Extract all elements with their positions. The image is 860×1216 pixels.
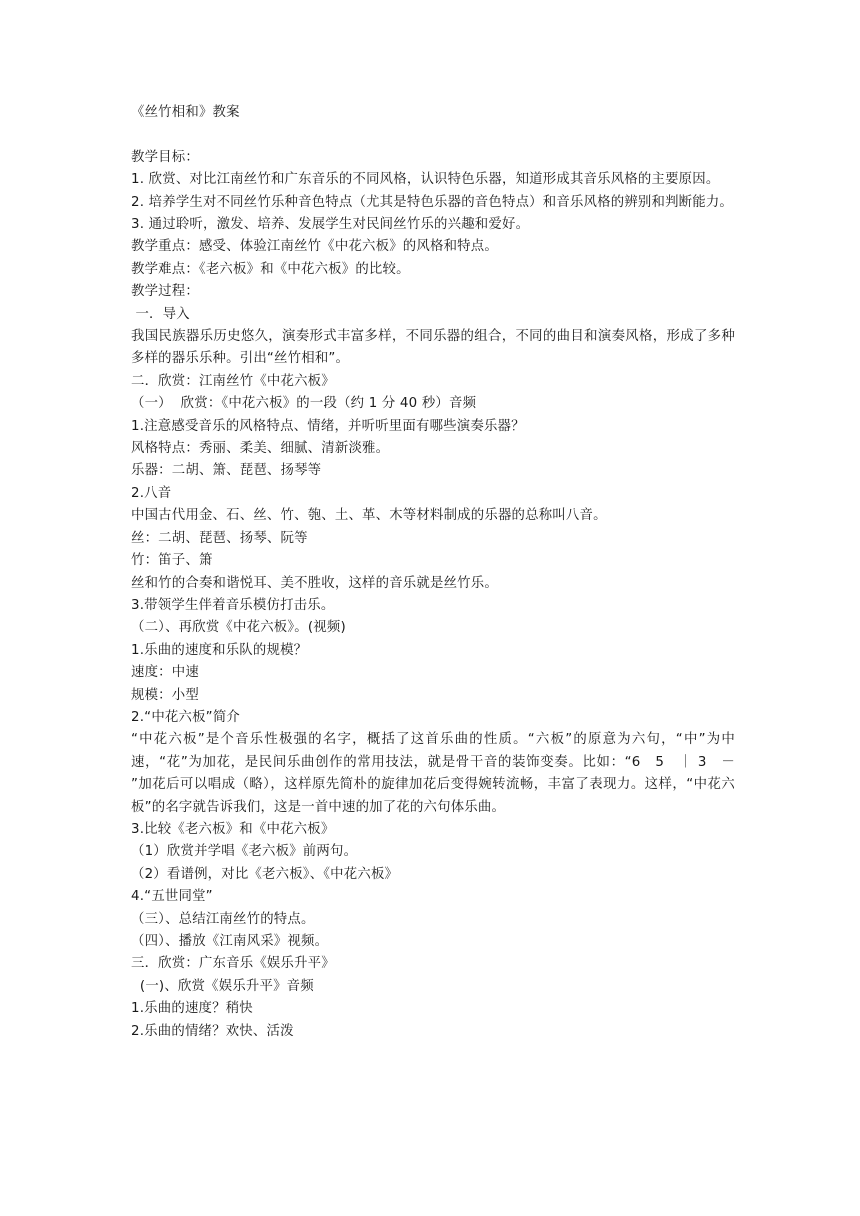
list-item: 1.注意感受音乐的风格特点、情绪，并听听里面有哪些演奏乐器？: [131, 418, 525, 434]
section-intro-heading: 一．导入: [131, 306, 190, 322]
heading-objectives: 教学目标：: [131, 149, 199, 165]
list-item: 规模：小型: [131, 687, 199, 703]
list-item: （1）欣赏并学唱《老六板》前两句。: [131, 844, 358, 860]
document-title: 《丝竹相和》教案: [131, 105, 240, 120]
list-item: 3.带领学生伴着音乐模仿打击乐。: [131, 597, 335, 613]
list-item: 风格特点：秀丽、柔美、细腻、清新淡雅。: [131, 441, 390, 457]
list-item: 丝和竹的合奏和谐悦耳、美不胜收，这样的音乐就是丝竹乐。: [131, 575, 498, 591]
subsection-four: （四）、播放《江南风采》视频。: [131, 934, 329, 950]
section-three-heading: 三．欣赏：广东音乐《娱乐升平》: [131, 956, 335, 972]
list-item: 竹：笛子、箫: [131, 553, 213, 569]
subsection-one: （一） 欣赏：《中花六板》的一段（约 1 分 40 秒）音频: [131, 396, 477, 412]
objective-1: 1. 欣赏、对比江南丝竹和广东音乐的不同风格，认识特色乐器，知道形成其音乐风格的主要原因。: [131, 172, 720, 188]
document-page: [131, 102, 749, 1043]
objective-3: 3. 通过聆听，激发、培养、发展学生对民间丝竹乐的兴趣和爱好。: [131, 217, 530, 233]
list-item: 3.比较《老六板》和《中花六板》: [131, 821, 335, 837]
list-item: 1.乐曲的速度和乐队的规模？: [131, 642, 308, 658]
list-item: （2）看谱例，对比《老六板》、《中花六板》: [131, 866, 399, 882]
list-item: 丝：二胡、琵琶、扬琴、阮等: [131, 530, 308, 546]
section-two-heading: 二．欣赏：江南丝竹《中花六板》: [131, 373, 335, 389]
list-item: 中国古代用金、石、丝、竹、匏、土、革、木等材料制成的乐器的总称叫八音。: [131, 508, 607, 524]
subsection-three: （三）、总结江南丝竹的特点。: [131, 911, 315, 927]
subsection-one: (一)、欣赏《娱乐升平》音频: [131, 978, 314, 994]
heading-process: 教学过程：: [131, 284, 199, 300]
teaching-difficulty: 教学难点：《老六板》和《中花六板》的比较。: [131, 261, 410, 277]
subsection-two: （二）、再欣赏《中花六板》。(视频): [131, 620, 346, 636]
intro-zhonghua-paragraph: “中花六板”是个音乐性极强的名字，概括了这首乐曲的性质。“六板”的原意为六句，“中”为中速，“花”为加花，是民间乐曲创作的常用技法，就是骨干音的装饰变奏。比如：“6 5 ｜ 3 － ”加花后可以唱成（略），这样原先简朴的旋律加花后变得婉转流畅，丰富了表现力。这样，“中花六板”的名字就告诉我们，这是一首中速的加了花的六句体乐曲。: [131, 732, 749, 815]
list-item: 2.“中花六板”简介: [131, 709, 240, 725]
list-item: 乐器：二胡、箫、琵琶、扬琴等: [131, 463, 322, 479]
list-item: 2.八音: [131, 485, 172, 501]
teaching-focus: 教学重点：感受、体验江南丝竹《中花六板》的风格和特点。: [131, 239, 498, 255]
list-item: 2.乐曲的情绪？欢快、活泼: [131, 1023, 294, 1039]
objective-2: 2. 培养学生对不同丝竹乐种音色特点（尤其是特色乐器的音色特点）和音乐风格的辨别和判断能力。: [131, 194, 734, 210]
intro-paragraph: 我国民族器乐历史悠久，演奏形式丰富多样，不同乐器的组合，不同的曲目和演奏风格，形成了多种多样的器乐乐种。引出“丝竹相和”。: [131, 329, 735, 367]
list-item: 1.乐曲的速度？稍快: [131, 1001, 253, 1017]
list-item: 4.“五世同堂”: [131, 889, 213, 905]
list-item: 速度：中速: [131, 665, 199, 681]
